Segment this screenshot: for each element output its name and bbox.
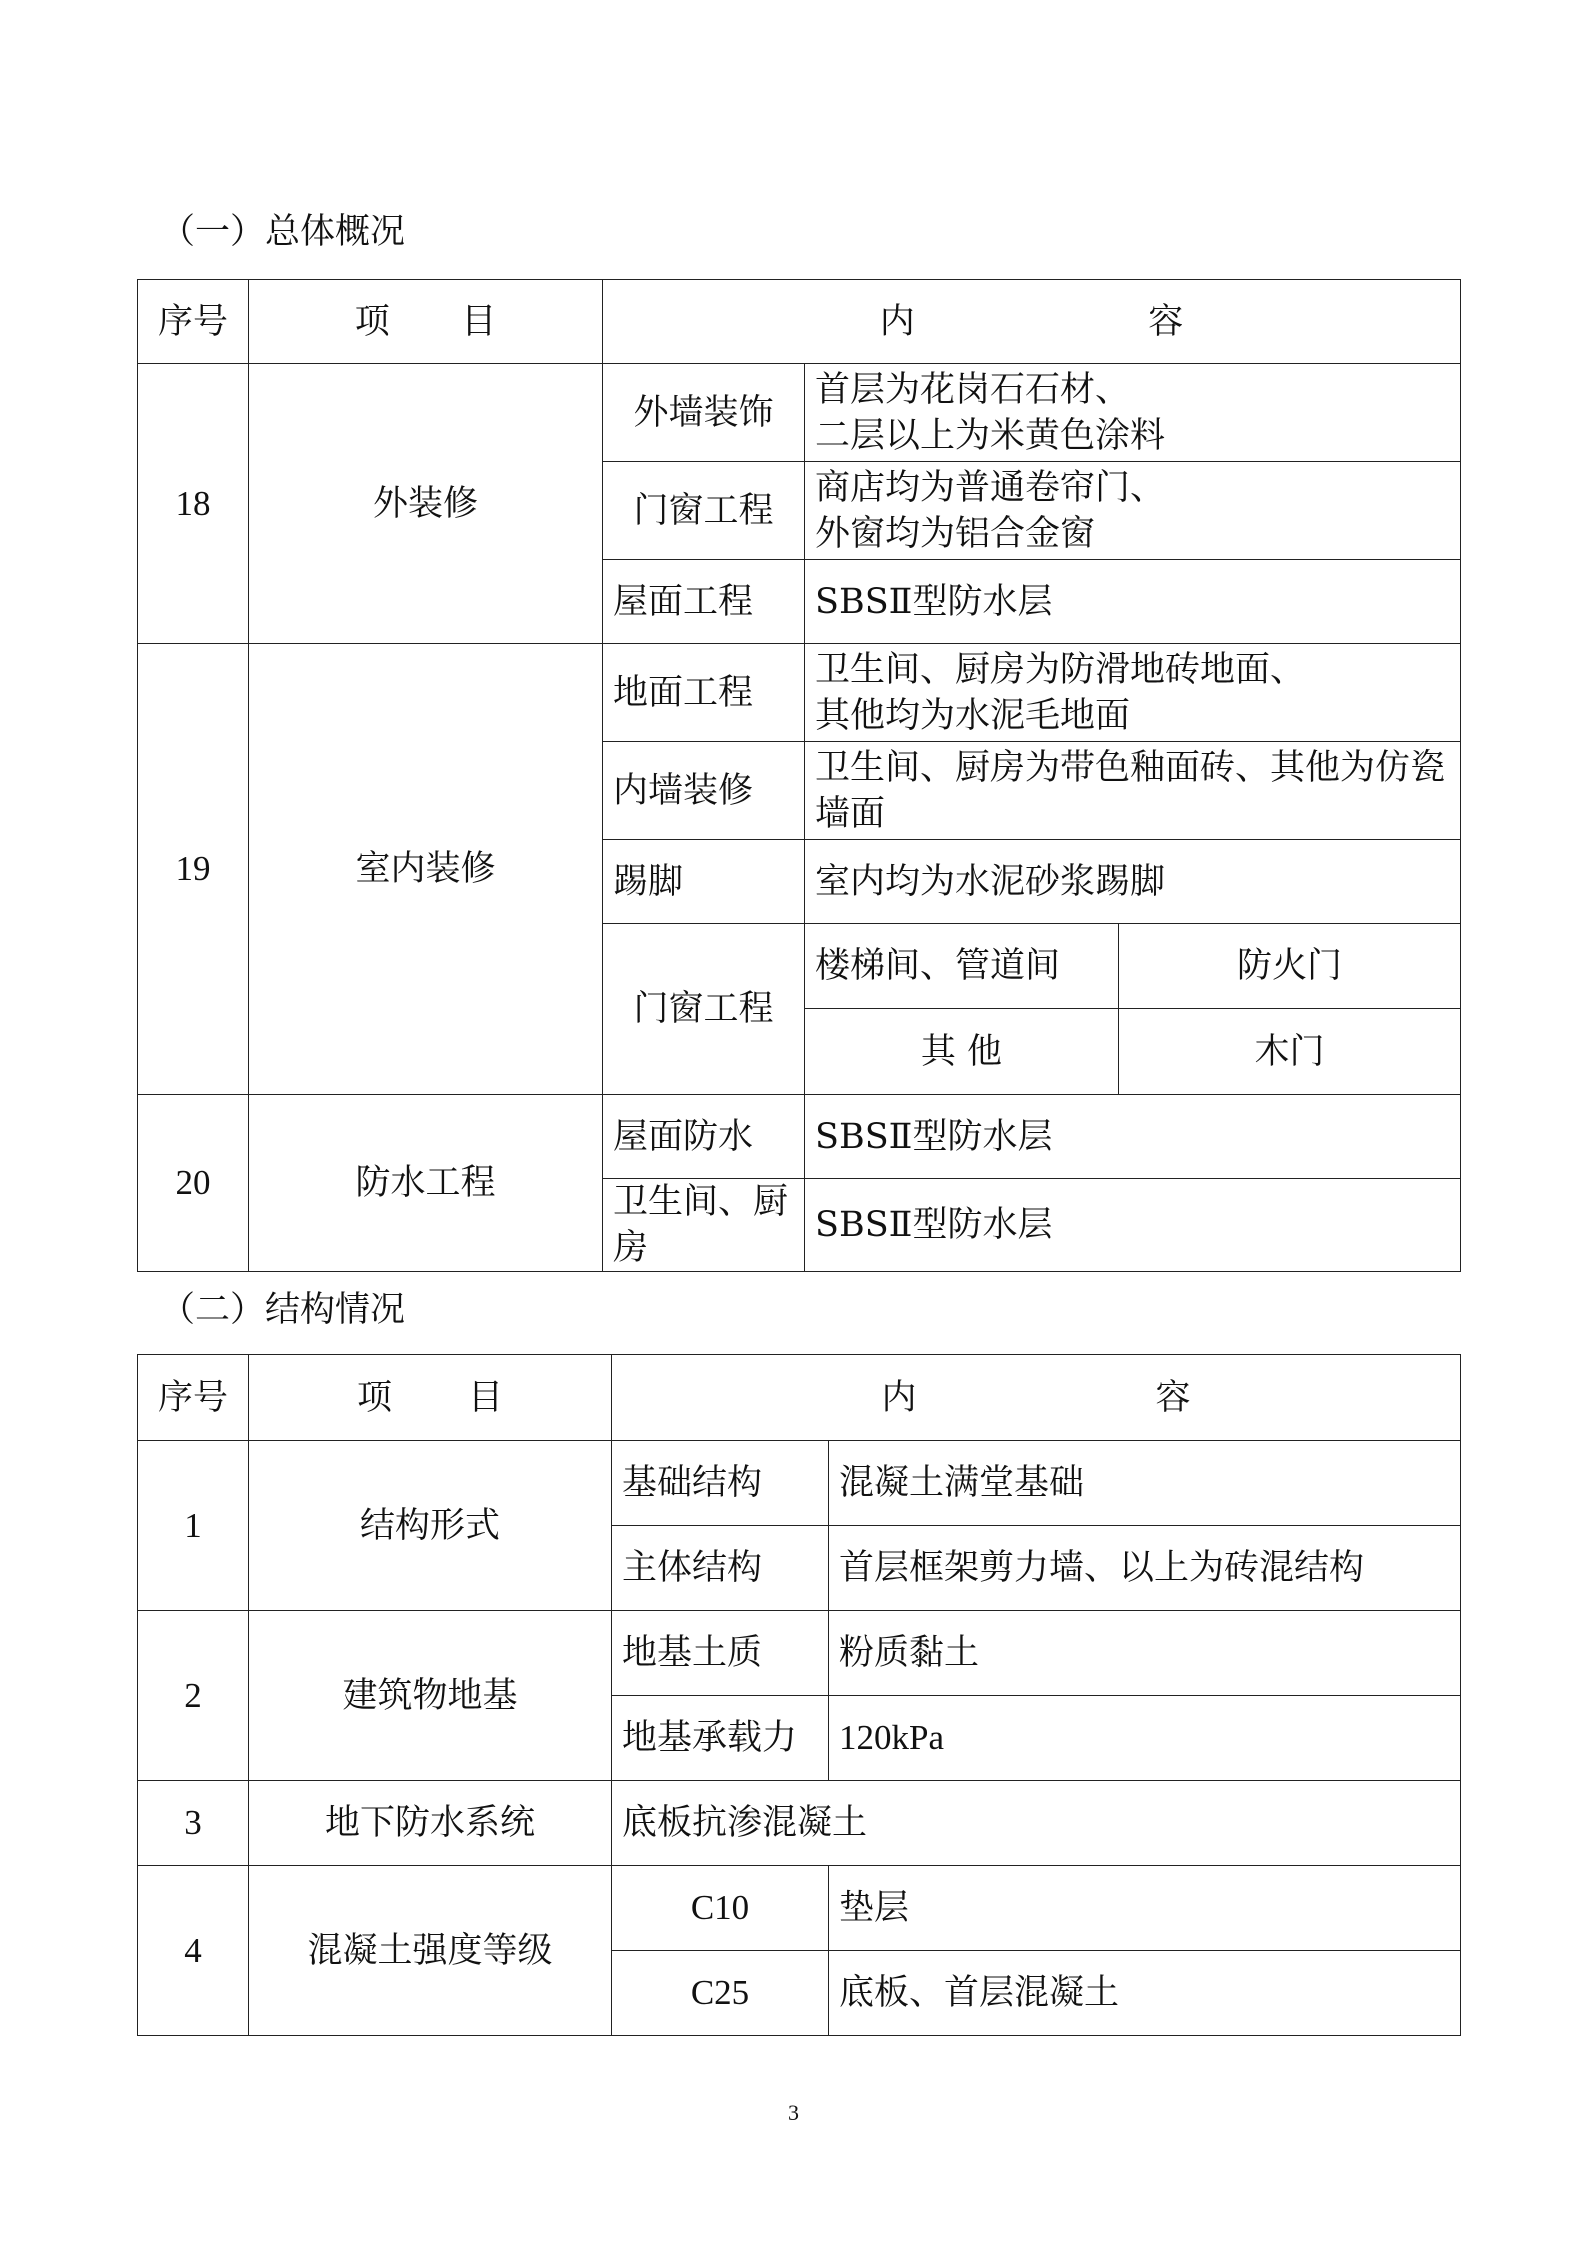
table-row [138,1781,1461,1866]
page-number: 3 [788,2100,799,2125]
row-item: 建筑物地基 [249,1611,612,1781]
sub-value: 粉质黏土 [829,1611,1461,1696]
sub-item: 踢脚 [603,840,805,924]
header-content-a: 内 [881,1377,917,1418]
sub-value: 混凝土满堂基础 [829,1441,1461,1526]
header-content [612,1355,1461,1441]
header-content-b: 容 [1155,1377,1191,1418]
table-header-row [138,1355,1461,1441]
sub-item: C10 [612,1866,829,1951]
value-line: 二层以上为米黄色涂料 [815,415,1166,456]
sub-value: 垫层 [829,1866,1461,1951]
sub-item: 门窗工程 [603,462,805,560]
value-line: 首层为花岗石石材、 [815,369,1131,410]
row-number: 1 [138,1441,249,1611]
header-content-a: 内 [879,301,915,342]
value-line: 商店均为普通卷帘门、 [815,467,1166,508]
sub-item: 屋面工程 [603,560,805,644]
row-item: 地下防水系统 [249,1781,612,1866]
sub-item: C25 [612,1951,829,2036]
sub-item: 地基土质 [612,1611,829,1696]
sub-value: 卫生间、厨房为带色釉面砖、其他为仿瓷墙面 [805,742,1461,840]
header-item [249,1355,612,1441]
door-label: 楼梯间、管道间 [805,924,1119,1009]
sub-value: 室内均为水泥砂浆踢脚 [805,840,1461,924]
overview-table [137,279,1461,1272]
sub-value: SBSⅡ型防水层 [805,1179,1461,1272]
table-row [138,1611,1461,1696]
sub-value [805,462,1461,560]
row-number: 20 [138,1095,249,1272]
row-number: 19 [138,644,249,1095]
table-header-row [138,280,1461,364]
sub-value: 首层框架剪力墙、以上为砖混结构 [829,1526,1461,1611]
sub-value: SBSⅡ型防水层 [805,560,1461,644]
section-heading-overview: （一）总体概况 [160,212,406,252]
table-row [138,1441,1461,1526]
sub-item: 基础结构 [612,1441,829,1526]
header-no: 序号 [138,280,249,364]
row-value: 底板抗渗混凝土 [612,1781,1461,1866]
row-number: 3 [138,1781,249,1866]
table-row [138,1095,1461,1179]
header-item [249,280,603,364]
header-item-a: 项 [354,301,390,342]
sub-item: 门窗工程 [603,924,805,1095]
header-content [603,280,1461,364]
value-line: 外窗均为铝合金窗 [815,513,1096,554]
row-item: 结构形式 [249,1441,612,1611]
table-row [138,364,1461,462]
row-number: 4 [138,1866,249,2036]
sub-item: 地面工程 [603,644,805,742]
sub-item: 内墙装修 [603,742,805,840]
row-item: 室内装修 [249,644,603,1095]
header-item-b: 目 [461,301,497,342]
sub-value [805,644,1461,742]
value-line: 其他均为水泥毛地面 [815,695,1131,736]
row-number: 2 [138,1611,249,1781]
header-content-b: 容 [1148,301,1184,342]
sub-value: 120kPa [829,1696,1461,1781]
sub-value: 底板、首层混凝土 [829,1951,1461,2036]
door-label: 其 他 [805,1009,1119,1095]
sub-item: 屋面防水 [603,1095,805,1179]
row-item: 混凝土强度等级 [249,1866,612,2036]
sub-value: SBSⅡ型防水层 [805,1095,1461,1179]
header-no: 序号 [138,1355,249,1441]
door-value: 木门 [1119,1009,1461,1095]
row-number: 18 [138,364,249,644]
sub-item: 卫生间、厨房 [603,1179,805,1272]
sub-item: 地基承载力 [612,1696,829,1781]
value-line: 卫生间、厨房为防滑地砖地面、 [815,649,1306,690]
structure-table [137,1354,1461,2036]
sub-item: 外墙装饰 [603,364,805,462]
sub-value [805,364,1461,462]
door-value: 防火门 [1119,924,1461,1009]
table-row [138,1866,1461,1951]
table-row [138,644,1461,742]
header-item-b: 目 [467,1377,503,1418]
row-item: 外装修 [249,364,603,644]
sub-item: 主体结构 [612,1526,829,1611]
header-item-a: 项 [356,1377,392,1418]
row-item: 防水工程 [249,1095,603,1272]
section-heading-structure: （二）结构情况 [160,1290,406,1330]
